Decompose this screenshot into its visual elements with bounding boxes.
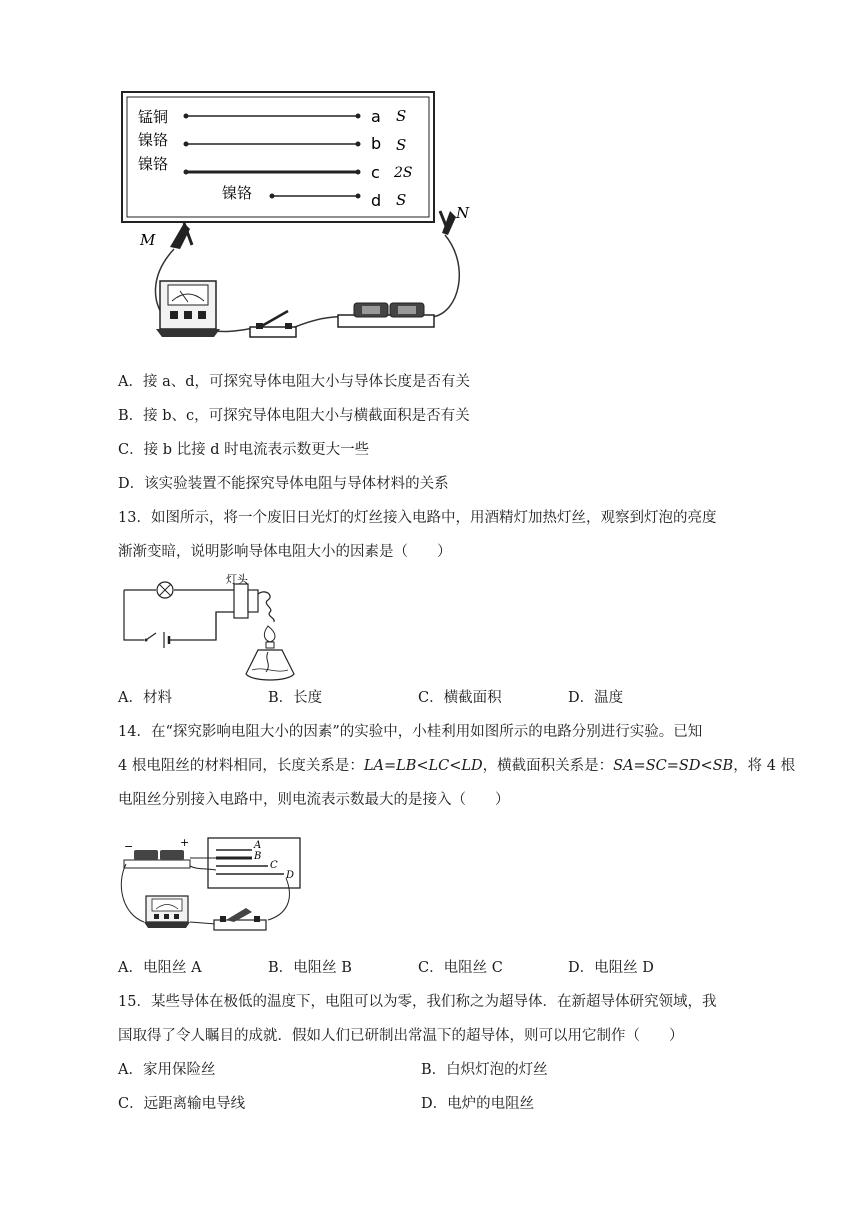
filament-coil: [258, 592, 274, 622]
area-label-b: S: [396, 136, 407, 154]
wire-label-a: A: [254, 840, 262, 851]
switch-icon: [145, 633, 157, 642]
wire-label-d: D: [286, 870, 295, 881]
q15-option-a: A．家用保险丝: [118, 1062, 216, 1078]
q12-option-d: D．该实验装置不能探究导体电阻与导体材料的关系: [118, 476, 449, 492]
ammeter-icon: [144, 896, 190, 928]
q14-stem-line1: 14．在“探究影响电阻大小的因素”的实验中，小桂利用如图所示的电路分别进行实验。已知: [118, 724, 703, 740]
clip-m-icon: [170, 223, 192, 249]
q13-option-d: D．温度: [568, 690, 624, 706]
material-label-a: 锰铜: [138, 108, 169, 126]
q14-stem-line2: [118, 756, 795, 776]
q13-option-b: B．长度: [268, 690, 323, 706]
alcohol-lamp-icon: [246, 626, 294, 680]
ammeter-icon: [156, 281, 220, 337]
resistance-wire-d: [270, 194, 361, 199]
q12-option-c: C．接 b 比接 d 时电流表示数更大一些: [118, 442, 370, 458]
battery-minus-label: −: [124, 840, 134, 853]
q12-option-a: A．接 a、d，可探究导体电阻大小与导体长度是否有关: [118, 374, 471, 390]
area-label-a: S: [396, 107, 407, 125]
wire-label-b: B: [254, 851, 262, 862]
q15-option-d: D．电炉的电阻丝: [421, 1096, 535, 1112]
q14-stem-line2-mid: ，横截面积关系是：: [482, 758, 614, 774]
area-label-c: 2S: [394, 165, 413, 181]
q13-option-a: A．材料: [118, 690, 172, 706]
q13-stem-line1: 13．如图所示，将一个废旧日光灯的灯丝接入电路中，用酒精灯加热灯丝，观察到灯泡的亮度: [118, 510, 717, 526]
q14-option-c: C．电阻丝 C: [418, 960, 503, 976]
q12-circuit-figure: [110, 85, 470, 350]
battery-icon: [164, 632, 169, 648]
lamp-socket-label: 灯头: [226, 573, 248, 586]
clip-n-label: N: [456, 204, 470, 222]
q12-option-b: B．接 b、c，可探究导体电阻大小与横截面积是否有关: [118, 408, 470, 424]
q13-option-c: C．横截面积: [418, 690, 502, 706]
clip-m-label: M: [140, 231, 156, 249]
material-label-c: 镍铬: [138, 155, 169, 173]
area-label-d: S: [396, 191, 407, 209]
q14-stem-line2-prefix: 4 根电阻丝的材料相同，长度关系是：: [118, 758, 364, 774]
q15-option-b: B．白炽灯泡的灯丝: [421, 1062, 548, 1078]
q14-stem-line3: 电阻丝分别接入电路中，则电流表示数最大的是接入（ ）: [118, 792, 510, 808]
q15-stem-line1: 15．某些导体在极低的温度下，电阻可以为零，我们称之为超导体．在新超导体研究领域，我: [118, 994, 717, 1010]
wire-letter-c: c: [371, 163, 380, 182]
battery-holder-icon: [124, 850, 190, 868]
resistance-wire-b: [184, 142, 361, 147]
q15-option-c: C．远距离输电导线: [118, 1096, 246, 1112]
battery-plus-label: +: [180, 836, 190, 849]
q14-option-d: D．电阻丝 D: [568, 960, 654, 976]
q14-option-b: B．电阻丝 B: [268, 960, 352, 976]
lamp-icon: [157, 582, 173, 598]
length-relation: LA=LB<LC<LD: [363, 758, 483, 774]
wire-letter-a: a: [371, 107, 381, 126]
material-label-d: 镍铬: [222, 184, 253, 202]
q14-circuit-figure: [118, 834, 308, 936]
battery-holder-icon: [338, 303, 434, 327]
q15-stem-line2: 国取得了令人瞩目的成就．假如人们已研制出常温下的超导体，则可以用它制作（ ）: [118, 1028, 684, 1044]
area-relation: SA=SC=SD<SB: [613, 758, 734, 774]
clip-n-icon: [440, 211, 456, 235]
lamp-socket: [234, 584, 248, 618]
resistance-wire-c: [184, 170, 361, 175]
q13-lamp-circuit-figure: [118, 574, 318, 686]
switch-icon: [214, 908, 266, 930]
wire-letter-b: b: [371, 134, 382, 153]
q14-stem-line2-suffix: ，将 4 根: [733, 758, 796, 774]
switch-icon: [250, 311, 296, 337]
q13-stem-line2: 渐渐变暗，说明影响导体电阻大小的因素是（ ）: [118, 544, 452, 560]
resistance-wire-a: [184, 114, 361, 119]
wire-letter-d: d: [371, 191, 382, 210]
material-label-b: 镍铬: [138, 131, 169, 149]
q14-option-a: A．电阻丝 A: [118, 960, 202, 976]
wire-label-c: C: [270, 860, 278, 871]
